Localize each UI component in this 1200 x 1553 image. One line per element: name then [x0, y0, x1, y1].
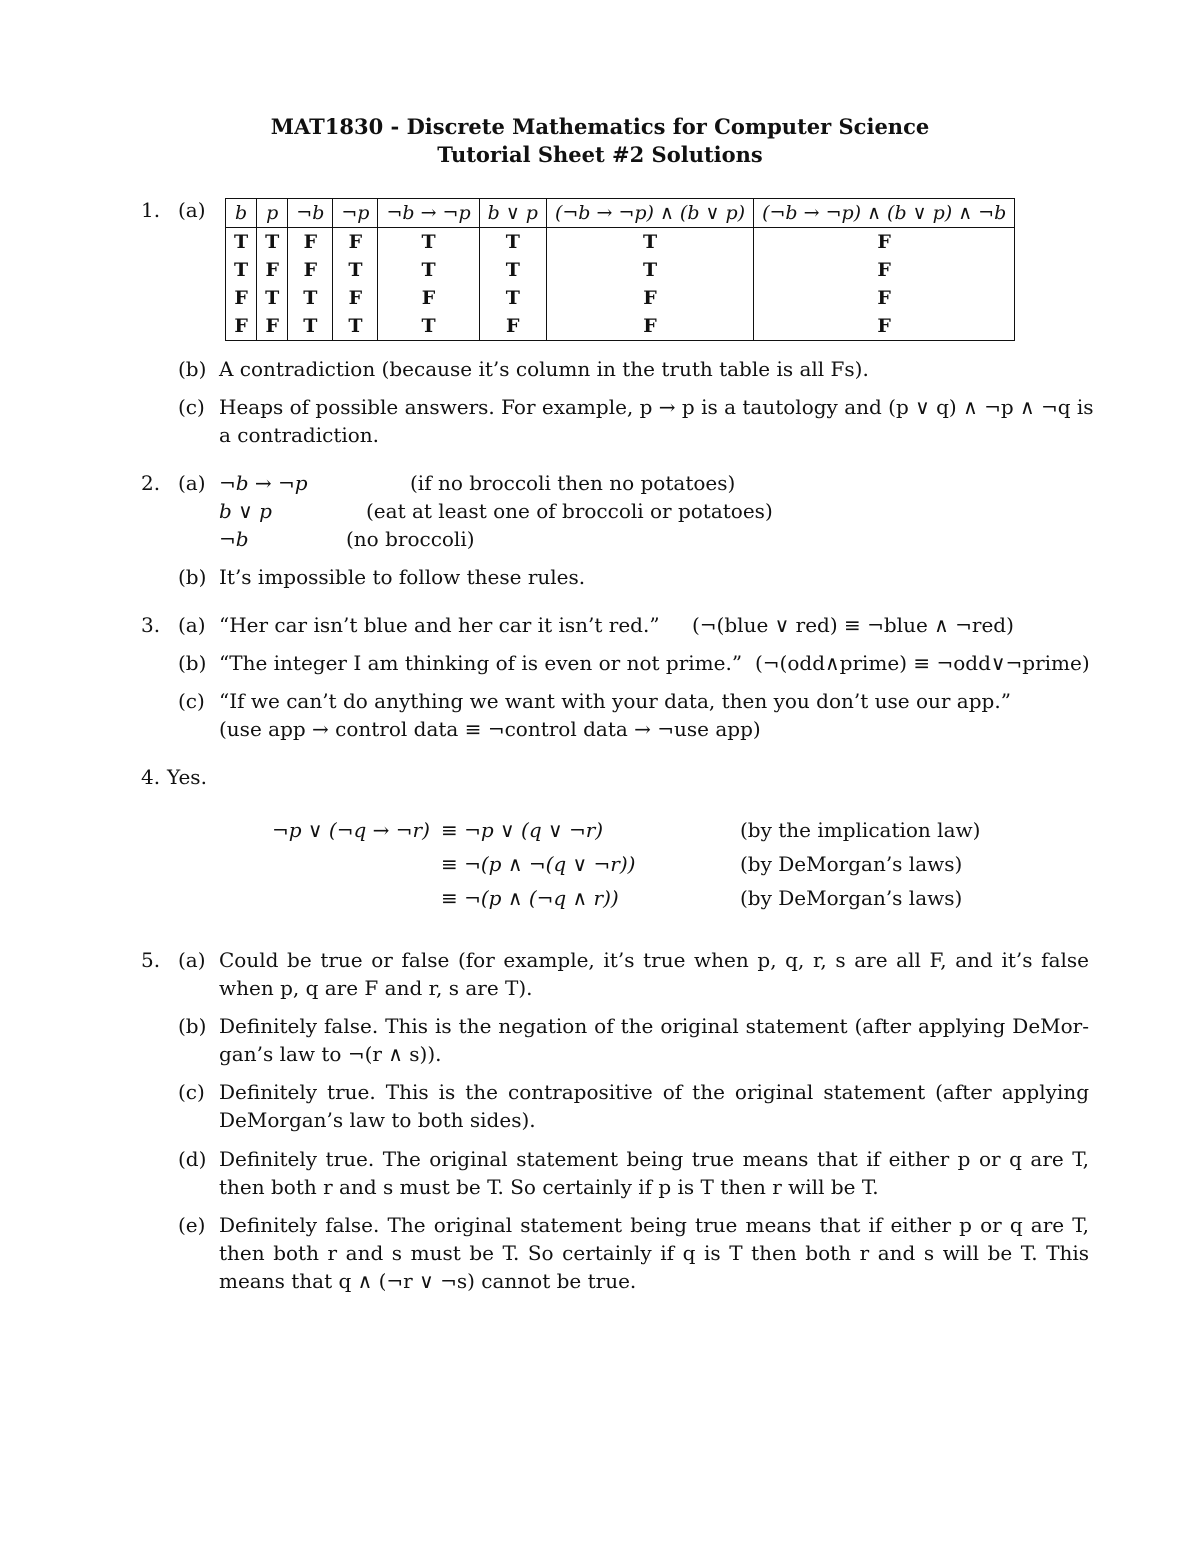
table-row	[226, 284, 1015, 312]
q3b-text: “The integer I am thinking of is even or not prime.”	[219, 651, 743, 675]
q1c-line1: Heaps of possible answers. For example, p → p is a tautology and (p ∨ q) ∧ ¬p ∧ ¬q is	[219, 395, 1094, 419]
table-cell: T	[333, 312, 378, 341]
q3c-label: (c)	[178, 689, 205, 713]
table-cell: T	[226, 256, 257, 284]
q2a-label: (a)	[178, 471, 206, 495]
table-cell: T	[226, 228, 257, 257]
table-cell: F	[257, 312, 288, 341]
truth-table-header: p	[257, 199, 288, 228]
truth-table-header: ¬p	[333, 199, 378, 228]
q3a-label: (a)	[178, 613, 206, 637]
q4-lhs: ¬p ∨ (¬q → ¬r)	[272, 818, 430, 842]
q1-number: 1.	[141, 198, 161, 222]
q5b-label: (b)	[178, 1014, 207, 1038]
page-title: MAT1830 - Discrete Mathematics for Computer Science	[270, 114, 930, 139]
q2-rule1-note: (if no broccoli then no potatoes)	[410, 471, 736, 495]
truth-table-header: ¬b → ¬p	[378, 199, 479, 228]
q4-answer: Yes.	[167, 765, 207, 789]
table-cell: T	[288, 312, 333, 341]
q5e-line3: means that q ∧ (¬r ∨ ¬s) cannot be true.	[219, 1269, 637, 1293]
table-cell: F	[226, 312, 257, 341]
table-cell: T	[257, 284, 288, 312]
table-cell: F	[288, 228, 333, 257]
q4-step2-reason: (by DeMorgan’s laws)	[740, 852, 963, 876]
truth-table-header: ¬b	[288, 199, 333, 228]
table-cell: F	[546, 284, 753, 312]
q2-rule1: ¬b → ¬p	[219, 471, 308, 495]
table-cell: T	[333, 256, 378, 284]
table-cell: F	[257, 256, 288, 284]
table-row	[226, 256, 1015, 284]
table-cell: T	[378, 256, 479, 284]
q3c-note: (use app → control data ≡ ¬control data → ¬use app)	[219, 717, 761, 741]
table-cell: F	[479, 312, 546, 341]
q5e-line1: Definitely false. The original statement being true means that if either p or q are T,	[219, 1213, 1089, 1237]
q4-step2-expr: ≡ ¬(p ∧ ¬(q ∨ ¬r))	[441, 852, 636, 876]
q4-step1-reason: (by the implication law)	[740, 818, 981, 842]
truth-table-header: (¬b → ¬p) ∧ (b ∨ p)	[546, 199, 753, 228]
table-cell: F	[288, 256, 333, 284]
table-cell: T	[479, 256, 546, 284]
q5c-line2: DeMorgan’s law to both sides).	[219, 1108, 536, 1132]
q3-number: 3.	[141, 613, 161, 637]
truth-table-header: b	[226, 199, 257, 228]
q5e-line2: then both r and s must be T. So certainly if q is T then both r and s will be T. This	[219, 1241, 1089, 1265]
truth-table-header-row	[226, 199, 1015, 228]
q2-rule3: ¬b	[219, 527, 249, 551]
q2-rule2-note: (eat at least one of broccoli or potatoes)	[366, 499, 773, 523]
q1b-text: A contradiction (because it’s column in the truth table is all Fs).	[219, 357, 869, 381]
table-cell: F	[754, 228, 1015, 257]
q4-step1-expr: ≡ ¬p ∨ (q ∨ ¬r)	[441, 818, 604, 842]
q1c-label: (c)	[178, 395, 205, 419]
q1c-line2: a contradiction.	[219, 423, 380, 447]
table-row	[226, 312, 1015, 341]
q5d-label: (d)	[178, 1147, 207, 1171]
q5-number: 5.	[141, 948, 161, 972]
q3b-label: (b)	[178, 651, 207, 675]
truth-table-header: (¬b → ¬p) ∧ (b ∨ p) ∧ ¬b	[754, 199, 1015, 228]
q5a-label: (a)	[178, 948, 206, 972]
q5c-line1: Definitely true. This is the contrapositive of the original statement (after applying	[219, 1080, 1089, 1104]
table-row	[226, 228, 1015, 257]
q2-rule3-note: (no broccoli)	[346, 527, 475, 551]
table-cell: F	[226, 284, 257, 312]
table-cell: T	[479, 228, 546, 257]
q1a-label: (a)	[178, 198, 206, 222]
q5a-line1: Could be true or false (for example, it’s true when p, q, r, s are all F, and it’s false	[219, 948, 1089, 972]
q4-number: 4.	[141, 765, 161, 789]
q1b-label: (b)	[178, 357, 207, 381]
table-cell: T	[378, 312, 479, 341]
q5d-line2: then both r and s must be T. So certainly if p is T then r will be T.	[219, 1175, 879, 1199]
q3c-text: “If we can’t do anything we want with your data, then you don’t use our app.”	[219, 689, 1011, 713]
table-cell: T	[257, 228, 288, 257]
q5d-line1: Definitely true. The original statement being true means that if either p or q are T,	[219, 1147, 1089, 1171]
truth-table-header: b ∨ p	[479, 199, 546, 228]
truth-table	[225, 198, 1015, 341]
table-cell: F	[754, 256, 1015, 284]
table-cell: F	[754, 312, 1015, 341]
q2-rule2: b ∨ p	[219, 499, 272, 523]
q5c-label: (c)	[178, 1080, 205, 1104]
q3a-note: (¬(blue ∨ red) ≡ ¬blue ∧ ¬red)	[692, 613, 1014, 637]
table-cell: F	[754, 284, 1015, 312]
table-cell: T	[288, 284, 333, 312]
q5b-line1: Definitely false. This is the negation of the original statement (after applying DeMor-	[219, 1014, 1089, 1038]
q4-step3-reason: (by DeMorgan’s laws)	[740, 886, 963, 910]
table-cell: T	[546, 228, 753, 257]
table-cell: T	[378, 228, 479, 257]
q2-number: 2.	[141, 471, 161, 495]
q2b-text: It’s impossible to follow these rules.	[219, 565, 586, 589]
table-cell: F	[333, 228, 378, 257]
table-cell: F	[333, 284, 378, 312]
q4-step3-expr: ≡ ¬(p ∧ (¬q ∧ r))	[441, 886, 619, 910]
table-cell: T	[546, 256, 753, 284]
table-cell: F	[546, 312, 753, 341]
q5e-label: (e)	[178, 1213, 206, 1237]
q5b-line2: gan’s law to ¬(r ∧ s)).	[219, 1042, 442, 1066]
table-cell: T	[479, 284, 546, 312]
q2b-label: (b)	[178, 565, 207, 589]
q3b-note: (¬(odd∧prime) ≡ ¬odd∨¬prime)	[755, 651, 1090, 675]
table-cell: F	[378, 284, 479, 312]
q3a-text: “Her car isn’t blue and her car it isn’t red.”	[219, 613, 660, 637]
page-subtitle: Tutorial Sheet #2 Solutions	[437, 142, 763, 167]
q5a-line2: when p, q are F and r, s are T).	[219, 976, 533, 1000]
